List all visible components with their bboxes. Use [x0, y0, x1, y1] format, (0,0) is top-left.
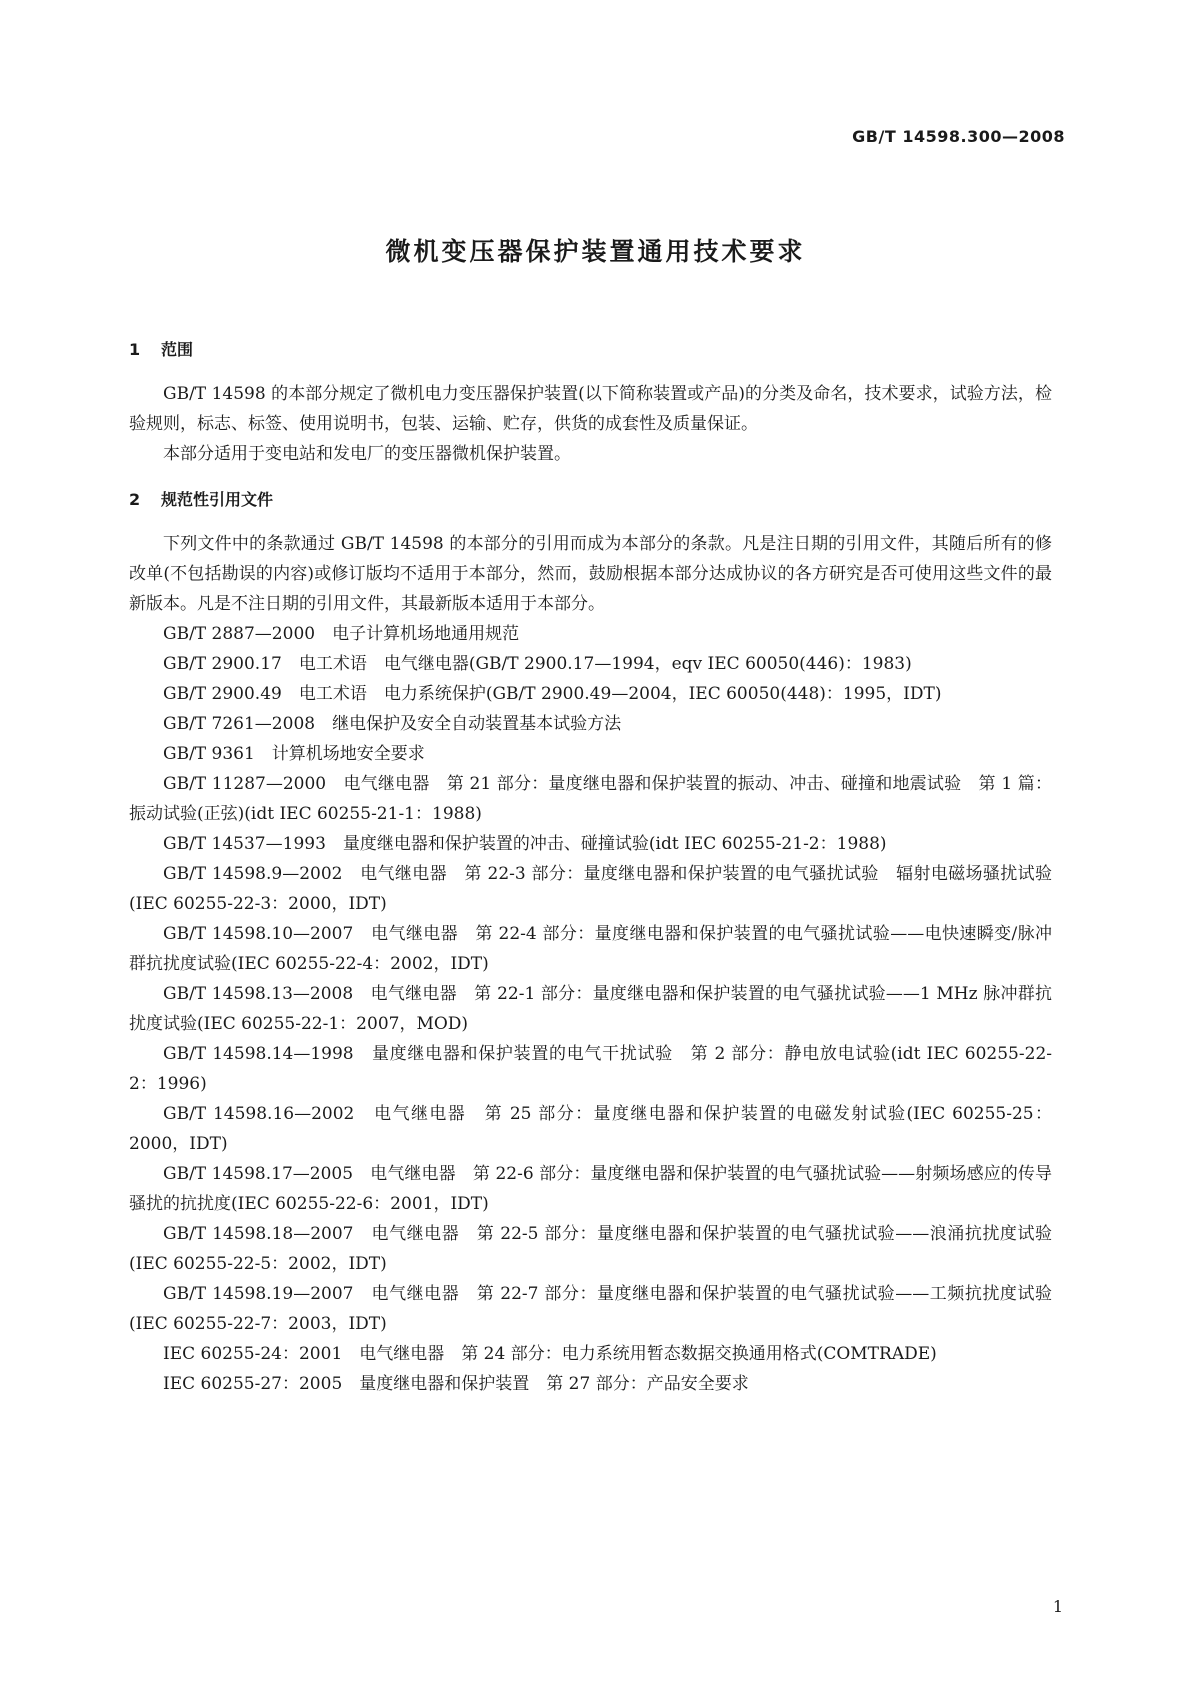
reference-item: GB/T 2900.17 电工术语 电气继电器(GB/T 2900.17—1994，eqv IEC 60050(446)：1983): [163, 654, 912, 674]
section-2-heading: [129, 485, 1052, 515]
reference-item: GB/T 14598.17—2005 电气继电器 第 22-6 部分：量度继电器和保护装置的电气骚扰试验——射频场感应的传导骚扰的抗扰度(IEC 60255-22-6：2001，IDT): [129, 1164, 1052, 1214]
reference-item: GB/T 9361 计算机场地安全要求: [163, 744, 425, 764]
reference-item: GB/T 2887—2000 电子计算机场地通用规范: [163, 624, 520, 644]
applicability-paragraph: 本部分适用于变电站和发电厂的变压器微机保护装置。: [163, 444, 571, 464]
section-1-title: 范围: [161, 340, 194, 359]
reference-item: GB/T 14598.10—2007 电气继电器 第 22-4 部分：量度继电器和保护装置的电气骚扰试验——电快速瞬变/脉冲群抗扰度试验(IEC 60255-22-4：2002，IDT): [129, 924, 1052, 974]
page-number: 1: [1052, 1597, 1063, 1616]
reference-item: GB/T 14598.18—2007 电气继电器 第 22-5 部分：量度继电器和保护装置的电气骚扰试验——浪涌抗扰度试验(IEC 60255-22-5：2002，IDT): [129, 1224, 1052, 1274]
section-2-title: 规范性引用文件: [161, 490, 274, 509]
document-body: [129, 335, 1052, 1399]
section-1-heading: [129, 335, 1052, 365]
reference-item: GB/T 14598.16—2002 电气继电器 第 25 部分：量度继电器和保护装置的电磁发射试验(IEC 60255-25：2000，IDT): [129, 1104, 1052, 1154]
reference-item: GB/T 14598.9—2002 电气继电器 第 22-3 部分：量度继电器和保护装置的电气骚扰试验 辐射电磁场骚扰试验(IEC 60255-22-3：2000，IDT): [129, 864, 1052, 914]
reference-item: GB/T 14598.19—2007 电气继电器 第 22-7 部分：量度继电器和保护装置的电气骚扰试验——工频抗扰度试验(IEC 60255-22-7：2003，IDT): [129, 1284, 1052, 1334]
normative-references-intro: 下列文件中的条款通过 GB/T 14598 的本部分的引用而成为本部分的条款。凡是注日期的引用文件，其随后所有的修改单(不包括勘误的内容)或修订版均不适用于本部分，然而，鼓励根据本部分达成协议的各方研究是否可使用这些文件的最新版本。凡是不注日期的引用文件，其最新版本适用于本部分。: [129, 534, 1052, 614]
section-1-number: 1: [129, 340, 141, 359]
scope-paragraph: GB/T 14598 的本部分规定了微机电力变压器保护装置(以下简称装置或产品)的分类及命名，技术要求，试验方法，检验规则，标志、标签、使用说明书，包装、运输、贮存，供货的成套性及质量保证。: [129, 384, 1052, 434]
reference-item: GB/T 14598.13—2008 电气继电器 第 22-1 部分：量度继电器和保护装置的电气骚扰试验——1 MHz 脉冲群抗扰度试验(IEC 60255-22-1：2007，MOD): [129, 984, 1052, 1034]
reference-item: GB/T 7261—2008 继电保护及安全自动装置基本试验方法: [163, 714, 622, 734]
reference-item: GB/T 11287—2000 电气继电器 第 21 部分：量度继电器和保护装置的振动、冲击、碰撞和地震试验 第 1 篇：振动试验(正弦)(idt IEC 60255-21-1：1988): [129, 774, 1052, 824]
reference-list: [129, 619, 1052, 1399]
reference-item: IEC 60255-27：2005 量度继电器和保护装置 第 27 部分：产品安全要求: [163, 1374, 749, 1394]
reference-item: GB/T 14598.14—1998 量度继电器和保护装置的电气干扰试验 第 2 部分：静电放电试验(idt IEC 60255-22-2：1996): [129, 1044, 1052, 1094]
reference-item: IEC 60255-24：2001 电气继电器 第 24 部分：电力系统用暂态数据交换通用格式(COMTRADE): [163, 1344, 937, 1364]
section-2-number: 2: [129, 490, 141, 509]
standard-number: GB/T 14598.300—2008: [852, 127, 1065, 146]
reference-item: GB/T 2900.49 电工术语 电力系统保护(GB/T 2900.49—2004，IEC 60050(448)：1995，IDT): [163, 684, 942, 704]
reference-item: GB/T 14537—1993 量度继电器和保护装置的冲击、碰撞试验(idt IEC 60255-21-2：1988): [163, 834, 887, 854]
document-title: 微机变压器保护装置通用技术要求: [385, 237, 806, 266]
